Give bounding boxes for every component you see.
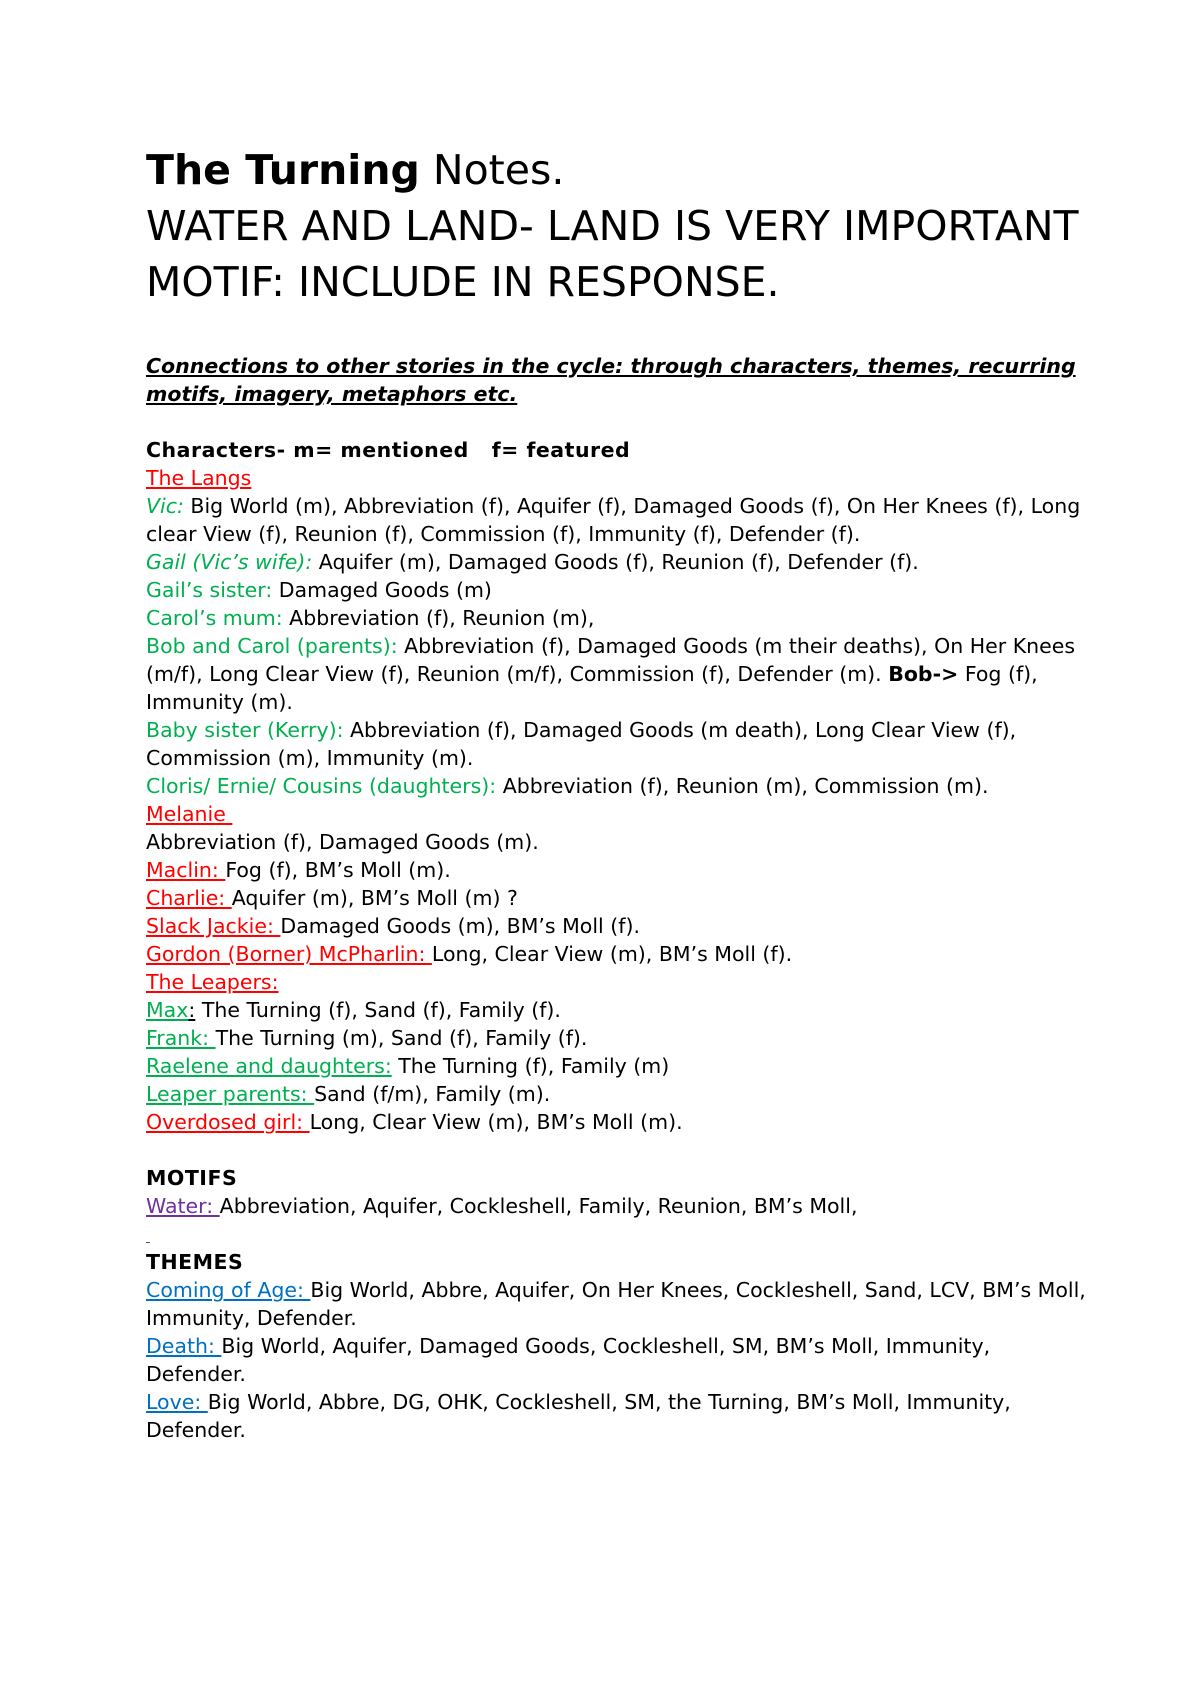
- melanie-heading: Melanie: [146, 802, 233, 826]
- character-appearances: Abbreviation (f), Reunion (m), Commission (m).: [496, 774, 989, 798]
- character-label: Gail (Vic’s wife):: [146, 550, 313, 574]
- theme-label: Coming of Age:: [146, 1278, 311, 1302]
- character-entry-frank: [146, 1024, 1086, 1052]
- theme-stories: Big World, Abbre, DG, OHK, Cockleshell, SM, the Turning, BM’s Moll, Immunity, Defender.: [146, 1390, 1011, 1442]
- motif-entry-water: [146, 1192, 1086, 1220]
- title-bold: The Turning: [146, 146, 420, 194]
- character-entry-leaper-parents: [146, 1080, 1086, 1108]
- character-label: Overdosed girl:: [146, 1110, 310, 1134]
- theme-entry-love: [146, 1388, 1086, 1444]
- character-appearances: The Turning (f), Family (m): [391, 1054, 670, 1078]
- character-label: Vic:: [146, 494, 184, 518]
- leapers-heading: The Leapers:: [146, 970, 279, 994]
- character-entry-gail: [146, 548, 1086, 576]
- motif-stories: Abbreviation, Aquifer, Cockleshell, Family, Reunion, BM’s Moll,: [219, 1194, 858, 1218]
- theme-label: Death:: [146, 1334, 222, 1358]
- character-appearances: Aquifer (m), BM’s Moll (m) ?: [231, 886, 518, 910]
- character-label: Leaper parents:: [146, 1082, 315, 1106]
- character-entry-carols-mum: [146, 604, 1086, 632]
- character-entry-charlie: [146, 884, 1086, 912]
- character-appearances: The Turning (m), Sand (f), Family (f).: [215, 1026, 588, 1050]
- empty-underline: [146, 1230, 150, 1244]
- character-appearances: Long, Clear View (m), BM’s Moll (f).: [431, 942, 793, 966]
- character-label: Max: [146, 998, 189, 1022]
- character-entry-slack-jackie: [146, 912, 1086, 940]
- character-label: Baby sister (Kerry):: [146, 718, 344, 742]
- character-entry-overdosed-girl: [146, 1108, 1086, 1136]
- character-label: Cloris/ Ernie/ Cousins (daughters):: [146, 774, 497, 798]
- motifs-heading: MOTIFS: [146, 1166, 238, 1190]
- document-page: [146, 142, 1086, 1444]
- bob-appearances: Fog (f), Immunity (m).: [146, 662, 1038, 714]
- character-label: Bob and Carol (parents):: [146, 634, 398, 658]
- character-entry-cousins: [146, 772, 1086, 800]
- character-entry-vic: [146, 492, 1086, 548]
- character-entry-gordon: [146, 940, 1086, 968]
- character-label: Frank:: [146, 1026, 216, 1050]
- themes-heading: THEMES: [146, 1250, 244, 1274]
- character-appearances: Long, Clear View (m), BM’s Moll (m).: [309, 1110, 683, 1134]
- character-appearances: Abbreviation (f), Damaged Goods (m their deaths), On Her Knees (m/f), Long Clear View (f), Reunion (m/f), Commission (f), Defender (m).: [146, 634, 1076, 686]
- character-label: Slack Jackie:: [146, 914, 281, 938]
- characters-heading: Characters- m= mentioned f= featured: [146, 438, 631, 462]
- spacer: [146, 1136, 1086, 1164]
- character-entry-max: [146, 996, 1086, 1024]
- character-label: Gail’s sister:: [146, 578, 273, 602]
- theme-entry-death: [146, 1332, 1086, 1388]
- connections-heading: Connections to other stories in the cycle: through characters, themes, recurring motifs, imagery, metaphors etc.: [146, 354, 1076, 406]
- title-motif-note: WATER AND LAND- LAND IS VERY IMPORTANT MOTIF: INCLUDE IN RESPONSE.: [146, 202, 1079, 306]
- character-label: Raelene and daughters:: [146, 1054, 392, 1078]
- theme-stories: Big World, Abbre, Aquifer, On Her Knees, Cockleshell, Sand, LCV, BM’s Moll, Immunity, Defender.: [146, 1278, 1086, 1330]
- character-appearances: Fog (f), BM’s Moll (m).: [225, 858, 451, 882]
- langs-heading: The Langs: [146, 466, 252, 490]
- character-entry-baby-sister: [146, 716, 1086, 772]
- character-appearances: Big World (m), Abbreviation (f), Aquifer (f), Damaged Goods (f), On Her Knees (f), Long clear View (f), Reunion (f), Commission (f), Immunity (f), Defender (f).: [146, 494, 1081, 546]
- character-label: Carol’s mum:: [146, 606, 283, 630]
- document-title: [146, 142, 1086, 310]
- character-entry-gails-sister: [146, 576, 1086, 604]
- theme-entry-coming-of-age: [146, 1276, 1086, 1332]
- character-appearances: Damaged Goods (m), BM’s Moll (f).: [280, 914, 640, 938]
- melanie-appearances: Abbreviation (f), Damaged Goods (m).: [146, 830, 539, 854]
- character-entry-raelene: [146, 1052, 1086, 1080]
- theme-stories: Big World, Aquifer, Damaged Goods, Cockleshell, SM, BM’s Moll, Immunity, Defender.: [146, 1334, 991, 1386]
- character-label-colon: :: [188, 998, 196, 1022]
- character-label: Charlie:: [146, 886, 232, 910]
- character-appearances: Abbreviation (f), Damaged Goods (m death), Long Clear View (f), Commission (m), Immunity (m).: [146, 718, 1017, 770]
- character-appearances: The Turning (f), Sand (f), Family (f).: [195, 998, 561, 1022]
- character-appearances: Aquifer (m), Damaged Goods (f), Reunion (f), Defender (f).: [312, 550, 919, 574]
- character-appearances: Abbreviation (f), Reunion (m),: [282, 606, 595, 630]
- character-label: Gordon (Borner) McPharlin:: [146, 942, 432, 966]
- notes-body: [146, 436, 1086, 1444]
- motif-trailing-mark: [146, 1220, 1086, 1248]
- character-appearances: Damaged Goods (m): [272, 578, 492, 602]
- theme-label: Love:: [146, 1390, 208, 1414]
- bob-arrow: Bob->: [888, 662, 959, 686]
- motif-label: Water:: [146, 1194, 220, 1218]
- title-rest: Notes.: [419, 146, 565, 194]
- character-entry-maclin: [146, 856, 1086, 884]
- character-entry-bob-and-carol: [146, 632, 1086, 716]
- character-label: Maclin:: [146, 858, 226, 882]
- character-appearances: Sand (f/m), Family (m).: [314, 1082, 551, 1106]
